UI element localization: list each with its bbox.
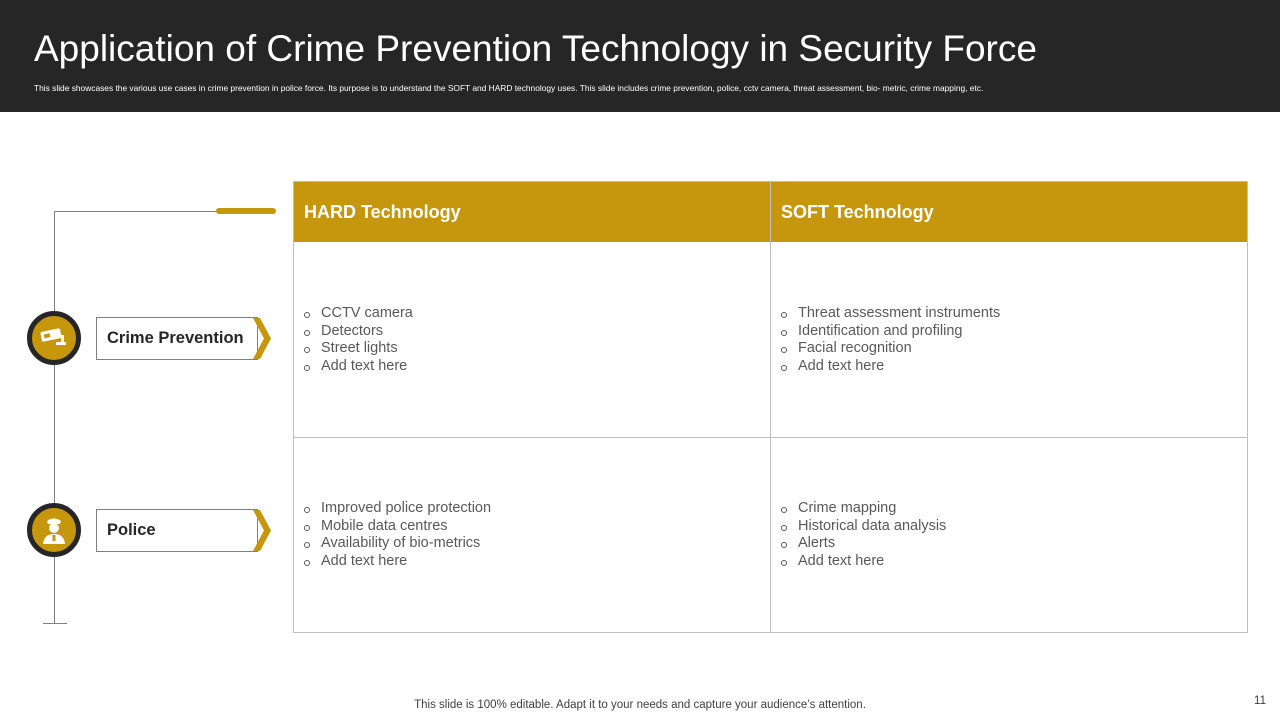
bullet-icon	[781, 347, 787, 353]
list-item	[304, 518, 491, 536]
cell-crime-prevention-hard	[304, 305, 413, 375]
technology-table	[293, 181, 1248, 633]
list-item	[304, 305, 413, 323]
list-item-text: Historical data analysis	[798, 517, 947, 534]
bullet-icon	[304, 542, 310, 548]
list-item-text: Improved police protection	[321, 500, 492, 516]
list-item	[304, 500, 491, 518]
list-item	[781, 305, 1000, 323]
police-officer-icon	[27, 503, 81, 557]
bullet-icon	[304, 560, 310, 566]
bullet-icon	[304, 525, 310, 531]
list-item-text: Street lights	[321, 340, 398, 357]
list-item	[781, 323, 1000, 341]
list-item	[781, 518, 946, 536]
list-item-text: Add text here	[321, 552, 408, 569]
table-row-divider	[294, 437, 1247, 438]
accent-bar	[216, 208, 276, 214]
list-item-text: Add text here	[798, 552, 885, 569]
list-item-text: Crime mapping	[798, 500, 897, 516]
connector-vertical	[54, 211, 55, 623]
list-item	[781, 500, 946, 518]
list-item-text: Detectors	[321, 322, 384, 339]
list-item	[781, 340, 1000, 358]
header-hard-technology: HARD Technology	[294, 182, 770, 242]
cell-crime-prevention-soft	[781, 305, 1000, 375]
cell-police-hard	[304, 500, 491, 570]
chevron-right-icon	[252, 317, 272, 360]
bullet-icon	[781, 365, 787, 371]
list-item-text: Facial recognition	[798, 340, 912, 357]
bullet-icon	[781, 542, 787, 548]
bullet-icon	[781, 312, 787, 318]
slide-subtitle: This slide showcases the various use cases in crime prevention in police force. Its purpose is to understand the SOFT and HARD technology uses. This slide includes crime prevention, police, cctv camera, threat assessment, bio- metric, crime mapping, etc.	[34, 83, 984, 93]
bullet-icon	[304, 347, 310, 353]
list-item	[304, 553, 491, 571]
slide-footer: This slide is 100% editable. Adapt it to your needs and capture your audience’s attention.	[414, 699, 866, 711]
page-number: 11	[1254, 695, 1266, 707]
list-item-text: Identification and profiling	[798, 322, 963, 339]
slide-header	[0, 0, 1280, 112]
bullet-icon	[304, 330, 310, 336]
list-item-text: Add text here	[321, 357, 408, 374]
bullet-icon	[304, 507, 310, 513]
bullet-icon	[781, 507, 787, 513]
slide-title: Application of Crime Prevention Technology in Security Force	[34, 28, 1037, 69]
list-item-text: Threat assessment instruments	[798, 305, 1001, 321]
list-item	[781, 535, 946, 553]
row-label-police: Police	[96, 509, 258, 552]
bullet-icon	[304, 312, 310, 318]
list-item	[781, 553, 946, 571]
list-item-text: Mobile data centres	[321, 517, 448, 534]
list-item-text: CCTV camera	[321, 305, 413, 321]
bullet-icon	[304, 365, 310, 371]
list-item	[304, 358, 413, 376]
list-item-text: Availability of bio-metrics	[321, 535, 481, 552]
list-item	[304, 340, 413, 358]
list-item-text: Alerts	[798, 535, 836, 552]
list-item	[304, 323, 413, 341]
list-item-text: Add text here	[798, 357, 885, 374]
list-item	[781, 358, 1000, 376]
connector-ground-line	[43, 623, 67, 624]
row-label-crime-prevention: Crime Prevention	[96, 317, 258, 360]
cell-police-soft	[781, 500, 946, 570]
bullet-icon	[781, 330, 787, 336]
bullet-icon	[781, 525, 787, 531]
cctv-camera-icon	[27, 311, 81, 365]
header-soft-technology: SOFT Technology	[771, 182, 1247, 242]
list-item	[304, 535, 491, 553]
bullet-icon	[781, 560, 787, 566]
table-column-divider	[770, 182, 771, 632]
chevron-right-icon	[252, 509, 272, 552]
